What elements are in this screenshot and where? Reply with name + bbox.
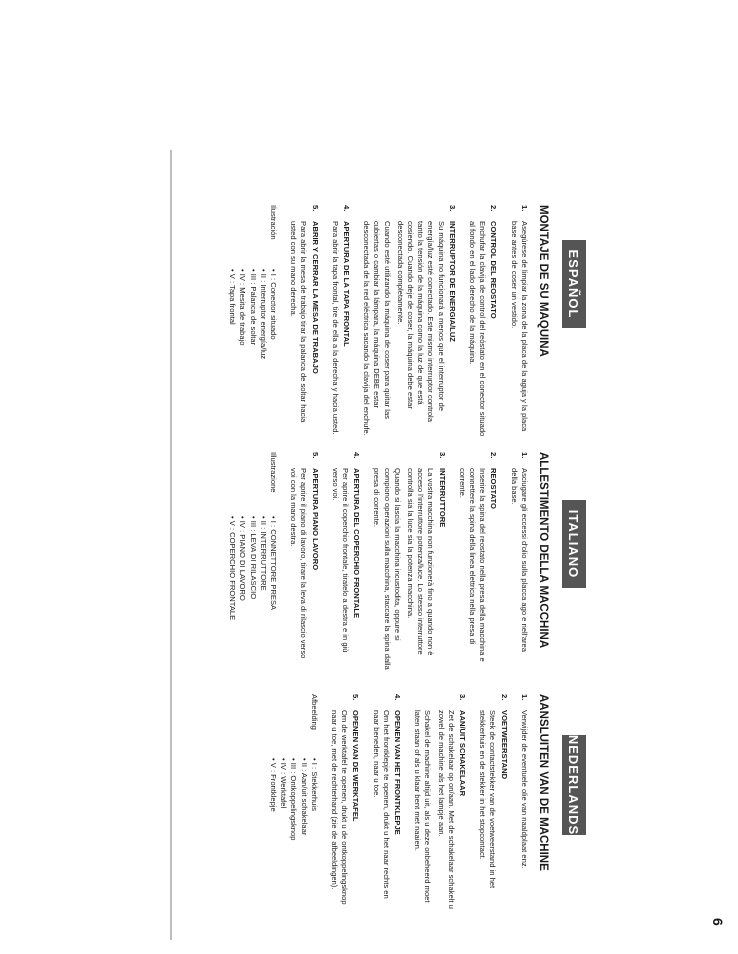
- item-number: 4.: [352, 452, 362, 459]
- list-item: [367, 694, 402, 912]
- item-text: Om de werktafel te openen, drukt u de ontkoppelingsknop naar u toe, met de rechterhand (zie de afbeeldingen).: [329, 710, 350, 905]
- item-title: OPENEN VAN DE WERKTAFEL: [351, 710, 361, 822]
- item-text: Per aprire il piano di lavoro, tirare la leva di rilascio verso voi con la mano destra.: [289, 468, 309, 659]
- legend-item: • V : Tapa frontal: [228, 269, 238, 325]
- illustration-legend: [268, 694, 319, 912]
- item-title: REOSTATO: [489, 468, 499, 509]
- item-title: CONTROL DEL REOSTATO: [489, 221, 499, 319]
- legend-item: • II : Interruptor energía/luz: [258, 269, 268, 360]
- legend-item: • I : Stekkerhuis: [309, 758, 319, 811]
- item-title: APERTURA DEL COPERCHIO FRONTALE: [352, 468, 362, 619]
- item-number: 1.: [519, 452, 529, 459]
- item-text: Asciugare gli eccessi d'olio sulla placca ago e nell'area della base.: [509, 468, 529, 652]
- illustration-label: Illustrazione: [268, 452, 278, 493]
- legend-item: • II : INTERRUTTORE: [258, 516, 268, 591]
- item-list: [285, 452, 529, 670]
- item-number: 2.: [489, 205, 499, 212]
- section-title: ALLESTIMENTO DELLA MACCHINA: [537, 452, 549, 649]
- legend-item: • IV : Werktafel: [279, 758, 289, 809]
- item-title: OPENEN VAN HET FRONTKLEPJE: [392, 710, 402, 835]
- item-text: Zet de schakelaar op on/aan. Met de schakelaar schakelt u zowel de machine als het lampje aan.: [436, 710, 456, 909]
- item-text: Para abrir la tapa frontal, tire de ella a la derecha y hacia usted.: [330, 221, 340, 435]
- legend-item: • III : Ontkoppelingsknop: [289, 758, 299, 841]
- list-item: [474, 694, 509, 912]
- item-number: 1.: [519, 694, 529, 701]
- item-number: 2.: [489, 452, 499, 459]
- language-tab: ITALIANO: [562, 500, 586, 588]
- list-item: [326, 694, 361, 912]
- item-number: 1.: [519, 205, 529, 212]
- section-title: MONTAJE DE SU MAQUINA: [537, 205, 549, 357]
- item-text: Om het frontklepje te openen, drukt u het naar rechts en naar beneden, naar u toe.: [371, 710, 391, 899]
- illustration-label: Ilustración: [268, 205, 278, 240]
- item-text: Schakel de machine altijd uit, als u deze onbeheerd moet laten staan of als u klaar bent met naaien.: [413, 710, 433, 903]
- item-number: 4.: [341, 205, 351, 212]
- item-title: APERTURA DE LA TAPA FRONTAL: [341, 221, 351, 347]
- list-item: [505, 452, 528, 670]
- item-text: Verwijder de eventuele olie van naaldplaat enz.: [519, 710, 529, 869]
- item-text: Steek de contactstekker van de voetweerstand in het stekkerhuis en de stekker in het stopcontact.: [478, 710, 498, 889]
- item-number: 5.: [310, 452, 320, 459]
- item-text: Para abrir la mesa de trabajo tirar la palanca de soltar hacia usted con su mano derecha.: [289, 221, 309, 423]
- item-text: Enchufar la clavija de control del reóstato en el conector situado al fondo en el lado derecho de la máquina.: [467, 221, 488, 437]
- list-item: [327, 452, 362, 670]
- list-item: [516, 694, 529, 912]
- legend-item: • IV : PIANO DI LAVORO: [238, 516, 248, 601]
- item-title: ABRIR Y CERRAR LA MESA DE TRABAJO: [310, 221, 320, 374]
- item-title: INTERRUTTORE: [437, 468, 447, 528]
- item-title: AAN/UIT SCHAKELAAR: [457, 710, 467, 797]
- item-text: Asegúrese de limpiar la zona de la placa de la aguja y la placa base antes de coser un vestido.: [509, 221, 529, 432]
- legend-item: • I : CONNETTORE PRESA: [268, 516, 278, 611]
- item-number: 3.: [437, 452, 447, 459]
- list-item: [454, 452, 499, 670]
- legend-item: • IV : Mesita de trabajo: [238, 269, 248, 346]
- item-text: Per aprire il coperchio frontale, tiratelo a destra e in giù verso voi.: [330, 468, 350, 653]
- legend-item: • III : Palanca de soltar: [248, 269, 258, 346]
- item-list: [326, 694, 529, 912]
- legend-item: • V : COPERCHIO FRONTALE: [228, 516, 238, 621]
- column-content: [268, 694, 548, 912]
- legend-item: • II : Aan/uit schakelaar: [299, 758, 309, 836]
- language-tab: NEDERLANDS: [562, 735, 586, 835]
- item-text: Quando si lascia la macchina incustodita, oppure si compiono operazioni sulla macchina, staccare la spina dalla presa di corrente.: [372, 468, 402, 670]
- page-number: 6: [710, 918, 726, 926]
- list-item: [409, 694, 467, 912]
- item-title: APERTURA PIANO LAVORO: [310, 468, 320, 571]
- section-title: AANSLUITEN VAN DE MACHINE: [537, 694, 549, 871]
- item-number: 3.: [447, 205, 457, 212]
- illustration-legend: [227, 452, 278, 670]
- item-number: 2.: [499, 694, 509, 701]
- legend-item: • III : LEVA DI RILASCIO: [248, 516, 258, 600]
- item-text: Cuando esté utilizando la máquina de coser para quitar las cubiertas o cambiar la lámpara, la máquina DEBE estar desconectada de la red eléctrica sacando la clavija del enchufe.: [362, 221, 392, 436]
- item-number: 5.: [351, 694, 361, 701]
- item-title: INTERRUPTOR DE ENERGIA/LUZ: [447, 221, 457, 342]
- column-content: [227, 452, 548, 670]
- legend-item: • I : Conector situado: [268, 269, 278, 340]
- item-text: Su máquina no funcionará a menos que el interruptor de energía/luz esté conectado. Este mismo interruptor controla tanto la tensión de la máquina como la luz de que está cosiendo. Cuando deje de coser, la máquina debe estar desconectada completamente.: [395, 221, 446, 422]
- illustration-label: Afbeelding: [309, 694, 319, 730]
- list-item: [368, 452, 446, 670]
- legend-item: • V : Frontklepje: [268, 758, 278, 812]
- item-number: 4.: [392, 694, 402, 701]
- item-number: 5.: [310, 205, 320, 212]
- item-number: 3.: [457, 694, 467, 701]
- list-item: [285, 452, 320, 670]
- language-tab: ESPAÑOL: [562, 240, 586, 328]
- item-text: La vostra macchina non funzionerà fino a quando non è acceso l'interruttore potenza/luce. Lo stesso interruttore controlla sia la luce sia la potenza macchina.: [405, 468, 436, 656]
- item-title: VOETWEERSTAND: [499, 710, 509, 780]
- item-text: Inserire la spina del reostato nella presa della macchina e connettere la spina della linea elettrica nella presa di corrente.: [457, 468, 488, 662]
